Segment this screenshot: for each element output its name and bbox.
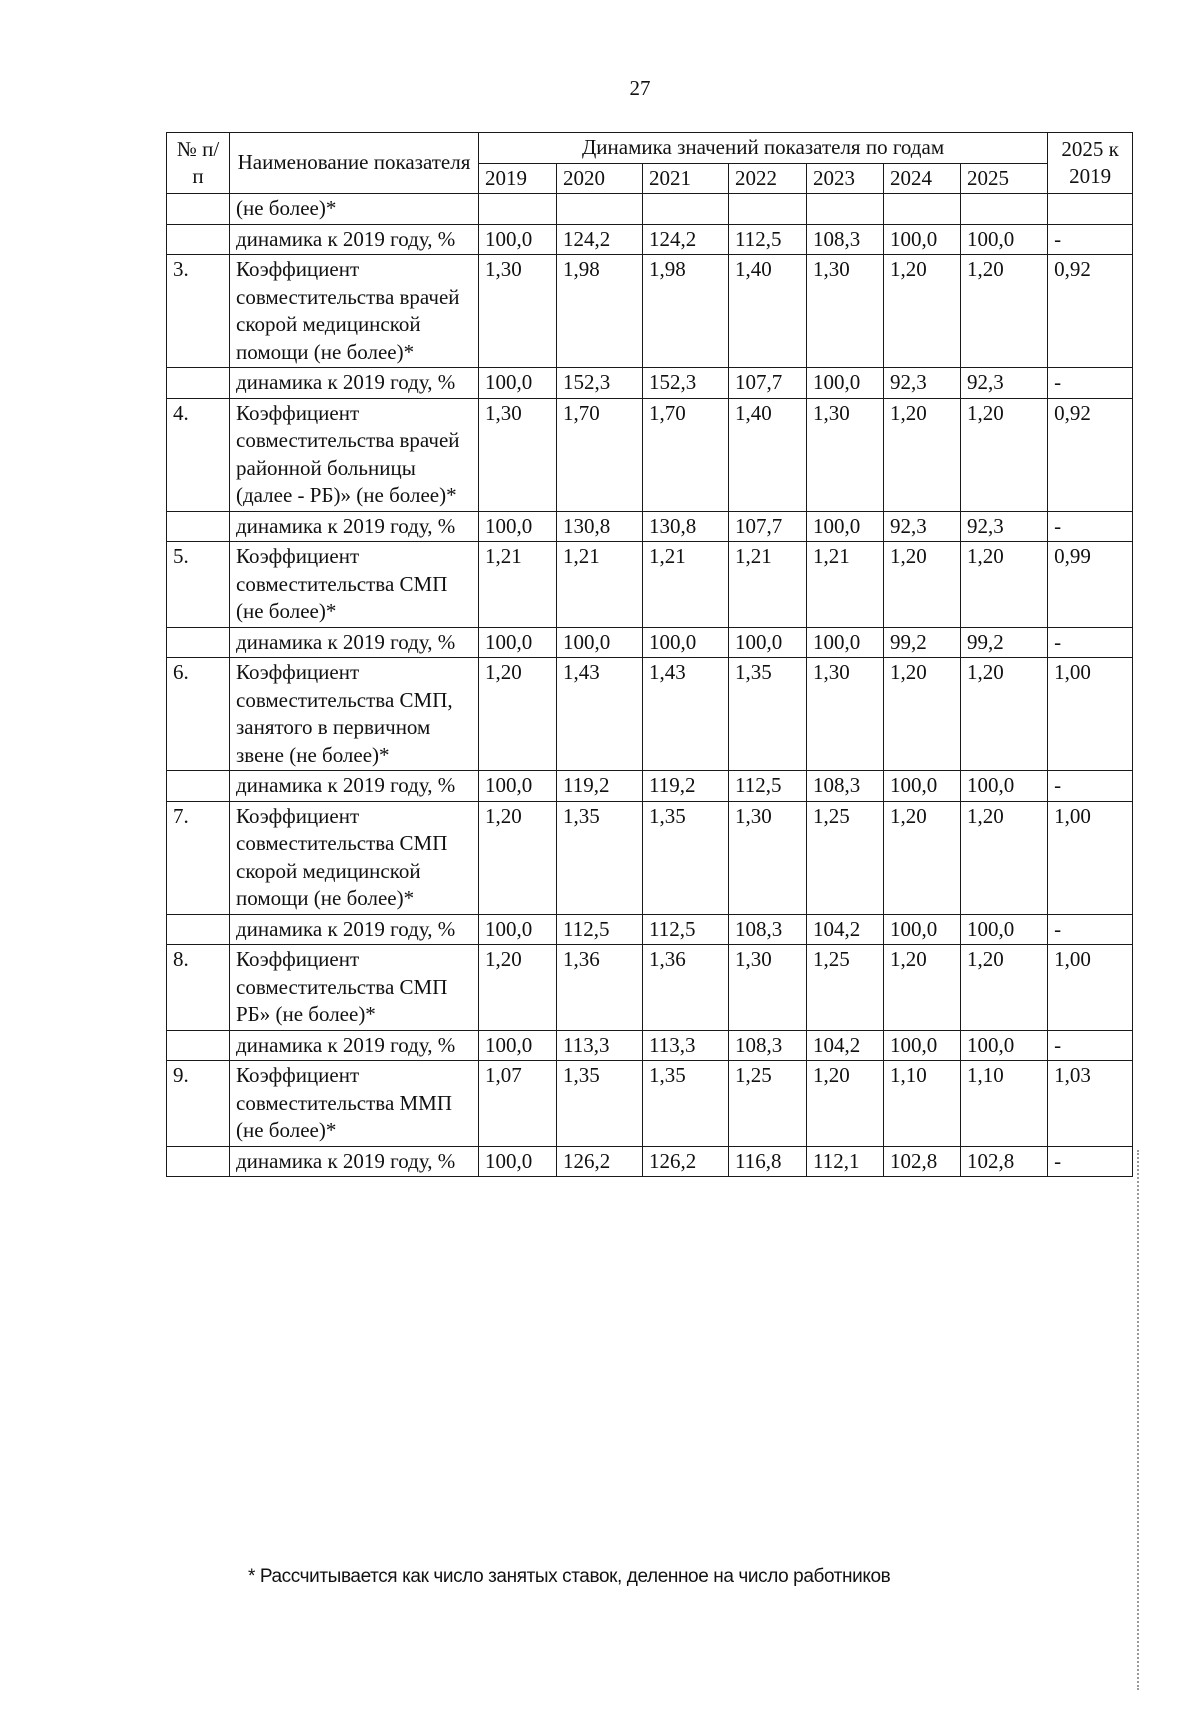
ratio-cell: - (1048, 771, 1133, 802)
value-cell: 102,8 (961, 1146, 1048, 1177)
value-cell: 1,30 (479, 398, 557, 511)
value-cell: 104,2 (807, 914, 884, 945)
value-cell: 100,0 (884, 914, 961, 945)
indicator-row (167, 398, 1133, 511)
value-cell: 100,0 (884, 771, 961, 802)
value-cell: 152,3 (557, 368, 643, 399)
indicator-name: Коэффициент совместительства СМП РБ» (не более)* (230, 945, 479, 1031)
ratio-cell: 1,00 (1048, 945, 1133, 1031)
row-number: 7. (167, 801, 230, 914)
value-cell: 1,21 (479, 542, 557, 628)
dynamics-row (167, 511, 1133, 542)
header-row-top (167, 133, 1133, 164)
indicator-name: динамика к 2019 году, % (230, 224, 479, 255)
ratio-cell: - (1048, 914, 1133, 945)
value-cell: 100,0 (643, 627, 729, 658)
indicator-name: Коэффициент совместительства ММП (не более)* (230, 1061, 479, 1147)
value-cell: 1,30 (729, 801, 807, 914)
value-cell: 116,8 (729, 1146, 807, 1177)
ratio-cell: 0,92 (1048, 398, 1133, 511)
row-number (167, 194, 230, 225)
indicator-name: Коэффициент совместительства СМП (не более)* (230, 542, 479, 628)
header-year-cell: 2020 (557, 163, 643, 194)
value-cell: 1,30 (729, 945, 807, 1031)
ratio-cell: - (1048, 627, 1133, 658)
indicator-name: динамика к 2019 году, % (230, 771, 479, 802)
ratio-cell: - (1048, 368, 1133, 399)
value-cell: 126,2 (557, 1146, 643, 1177)
indicator-name: динамика к 2019 году, % (230, 511, 479, 542)
value-cell (961, 194, 1048, 225)
value-cell: 100,0 (479, 1146, 557, 1177)
dynamics-row (167, 771, 1133, 802)
value-cell: 100,0 (729, 627, 807, 658)
value-cell: 152,3 (643, 368, 729, 399)
indicator-row (167, 1061, 1133, 1147)
value-cell: 1,20 (884, 542, 961, 628)
value-cell: 92,3 (961, 368, 1048, 399)
row-number (167, 914, 230, 945)
row-number: 5. (167, 542, 230, 628)
value-cell: 100,0 (479, 1030, 557, 1061)
value-cell: 1,98 (643, 255, 729, 368)
indicator-name: динамика к 2019 году, % (230, 368, 479, 399)
ratio-cell: 0,92 (1048, 255, 1133, 368)
value-cell: 100,0 (961, 771, 1048, 802)
indicator-row (167, 658, 1133, 771)
ratio-cell: - (1048, 511, 1133, 542)
value-cell: 1,20 (884, 658, 961, 771)
value-cell: 100,0 (807, 368, 884, 399)
indicator-row (167, 255, 1133, 368)
value-cell: 1,35 (557, 801, 643, 914)
value-cell: 1,21 (643, 542, 729, 628)
row-number: 3. (167, 255, 230, 368)
value-cell: 112,5 (729, 224, 807, 255)
value-cell: 130,8 (557, 511, 643, 542)
value-cell: 100,0 (479, 914, 557, 945)
value-cell: 100,0 (807, 511, 884, 542)
value-cell: 126,2 (643, 1146, 729, 1177)
value-cell: 119,2 (643, 771, 729, 802)
value-cell: 99,2 (961, 627, 1048, 658)
value-cell: 92,3 (884, 511, 961, 542)
indicator-name: динамика к 2019 году, % (230, 1030, 479, 1061)
value-cell: 1,98 (557, 255, 643, 368)
value-cell: 92,3 (884, 368, 961, 399)
value-cell: 107,7 (729, 368, 807, 399)
table-body (167, 194, 1133, 1177)
indicators-table (166, 132, 1133, 1177)
dynamics-row (167, 914, 1133, 945)
value-cell: 1,30 (807, 658, 884, 771)
footnote: * Рассчитывается как число занятых ставок, деленное на число работников (248, 1566, 891, 1587)
value-cell: 1,35 (557, 1061, 643, 1147)
dynamics-row (167, 224, 1133, 255)
value-cell: 1,20 (479, 801, 557, 914)
indicator-name: Коэффициент совместительства СМП, занятого в первичном звене (не более)* (230, 658, 479, 771)
value-cell: 1,21 (807, 542, 884, 628)
value-cell: 1,36 (557, 945, 643, 1031)
dynamics-row (167, 194, 1133, 225)
indicator-name: Коэффициент совместительства врачей районной больницы (далее - РБ)» (не более)* (230, 398, 479, 511)
indicator-row (167, 801, 1133, 914)
value-cell: 1,25 (807, 801, 884, 914)
value-cell: 119,2 (557, 771, 643, 802)
indicator-name: Коэффициент совместительства СМП скорой медицинской помощи (не более)* (230, 801, 479, 914)
ratio-cell: 1,00 (1048, 801, 1133, 914)
value-cell: 1,70 (557, 398, 643, 511)
dynamics-row (167, 1146, 1133, 1177)
page-number: 27 (629, 76, 651, 100)
value-cell: 1,43 (643, 658, 729, 771)
indicator-name: динамика к 2019 году, % (230, 914, 479, 945)
header-name: Наименование показателя (230, 133, 479, 194)
value-cell: 1,20 (884, 945, 961, 1031)
value-cell: 100,0 (884, 1030, 961, 1061)
value-cell (643, 194, 729, 225)
dynamics-row (167, 1030, 1133, 1061)
value-cell: 1,20 (479, 945, 557, 1031)
value-cell: 100,0 (807, 627, 884, 658)
scan-edge-artifact (1137, 1150, 1141, 1690)
value-cell: 1,25 (729, 1061, 807, 1147)
header-dynamics: Динамика значений показателя по годам (479, 133, 1048, 164)
row-number (167, 224, 230, 255)
indicator-name: (не более)* (230, 194, 479, 225)
value-cell: 102,8 (884, 1146, 961, 1177)
value-cell (479, 194, 557, 225)
ratio-cell: 1,00 (1048, 658, 1133, 771)
value-cell (557, 194, 643, 225)
header-year-cell: 2021 (643, 163, 729, 194)
value-cell: 107,7 (729, 511, 807, 542)
value-cell: 100,0 (479, 224, 557, 255)
value-cell: 1,21 (557, 542, 643, 628)
indicator-name: Коэффициент совместительства врачей скорой медицинской помощи (не более)* (230, 255, 479, 368)
value-cell: 113,3 (557, 1030, 643, 1061)
value-cell: 100,0 (557, 627, 643, 658)
value-cell: 1,20 (961, 945, 1048, 1031)
value-cell: 1,20 (961, 255, 1048, 368)
indicator-row (167, 542, 1133, 628)
ratio-cell: 1,03 (1048, 1061, 1133, 1147)
header-year-cell: 2025 (961, 163, 1048, 194)
value-cell: 99,2 (884, 627, 961, 658)
value-cell: 100,0 (961, 224, 1048, 255)
value-cell: 1,35 (729, 658, 807, 771)
ratio-cell: - (1048, 1146, 1133, 1177)
header-no: № п/п (167, 133, 230, 194)
value-cell: 100,0 (961, 914, 1048, 945)
value-cell: 124,2 (643, 224, 729, 255)
value-cell: 1,30 (807, 398, 884, 511)
value-cell: 1,20 (884, 801, 961, 914)
value-cell (807, 194, 884, 225)
value-cell: 1,20 (961, 801, 1048, 914)
value-cell: 1,35 (643, 801, 729, 914)
row-number: 4. (167, 398, 230, 511)
value-cell: 1,36 (643, 945, 729, 1031)
indicator-name: динамика к 2019 году, % (230, 1146, 479, 1177)
dynamics-row (167, 627, 1133, 658)
value-cell: 1,10 (884, 1061, 961, 1147)
row-number (167, 511, 230, 542)
value-cell: 108,3 (807, 771, 884, 802)
header-ratio: 2025 к 2019 (1048, 133, 1133, 194)
value-cell: 1,07 (479, 1061, 557, 1147)
value-cell: 92,3 (961, 511, 1048, 542)
ratio-cell: - (1048, 1030, 1133, 1061)
value-cell (884, 194, 961, 225)
value-cell: 108,3 (729, 914, 807, 945)
row-number (167, 1146, 230, 1177)
ratio-cell: - (1048, 224, 1133, 255)
indicator-name: динамика к 2019 году, % (230, 627, 479, 658)
value-cell: 1,40 (729, 255, 807, 368)
value-cell: 112,1 (807, 1146, 884, 1177)
value-cell: 100,0 (479, 627, 557, 658)
header-year-cell: 2023 (807, 163, 884, 194)
header-year-cell: 2019 (479, 163, 557, 194)
value-cell: 1,20 (479, 658, 557, 771)
value-cell: 100,0 (884, 224, 961, 255)
value-cell: 1,30 (807, 255, 884, 368)
value-cell: 130,8 (643, 511, 729, 542)
header-year-cell: 2022 (729, 163, 807, 194)
row-number: 8. (167, 945, 230, 1031)
row-number (167, 627, 230, 658)
value-cell: 108,3 (807, 224, 884, 255)
value-cell: 1,43 (557, 658, 643, 771)
header-year-cell: 2024 (884, 163, 961, 194)
value-cell: 1,20 (807, 1061, 884, 1147)
value-cell: 124,2 (557, 224, 643, 255)
indicator-row (167, 945, 1133, 1031)
value-cell: 1,40 (729, 398, 807, 511)
value-cell: 1,10 (961, 1061, 1048, 1147)
value-cell: 100,0 (479, 771, 557, 802)
value-cell: 100,0 (479, 368, 557, 399)
value-cell: 104,2 (807, 1030, 884, 1061)
value-cell: 100,0 (961, 1030, 1048, 1061)
ratio-cell (1048, 194, 1133, 225)
row-number (167, 1030, 230, 1061)
value-cell: 112,5 (557, 914, 643, 945)
value-cell: 1,20 (961, 658, 1048, 771)
row-number (167, 771, 230, 802)
value-cell: 1,25 (807, 945, 884, 1031)
value-cell: 112,5 (729, 771, 807, 802)
value-cell: 1,30 (479, 255, 557, 368)
row-number: 9. (167, 1061, 230, 1147)
value-cell: 112,5 (643, 914, 729, 945)
value-cell: 1,20 (961, 542, 1048, 628)
value-cell (729, 194, 807, 225)
row-number (167, 368, 230, 399)
ratio-cell: 0,99 (1048, 542, 1133, 628)
value-cell: 1,21 (729, 542, 807, 628)
value-cell: 1,35 (643, 1061, 729, 1147)
dynamics-row (167, 368, 1133, 399)
value-cell: 100,0 (479, 511, 557, 542)
value-cell: 1,20 (884, 398, 961, 511)
value-cell: 1,20 (961, 398, 1048, 511)
value-cell: 1,20 (884, 255, 961, 368)
value-cell: 1,70 (643, 398, 729, 511)
value-cell: 108,3 (729, 1030, 807, 1061)
row-number: 6. (167, 658, 230, 771)
value-cell: 113,3 (643, 1030, 729, 1061)
